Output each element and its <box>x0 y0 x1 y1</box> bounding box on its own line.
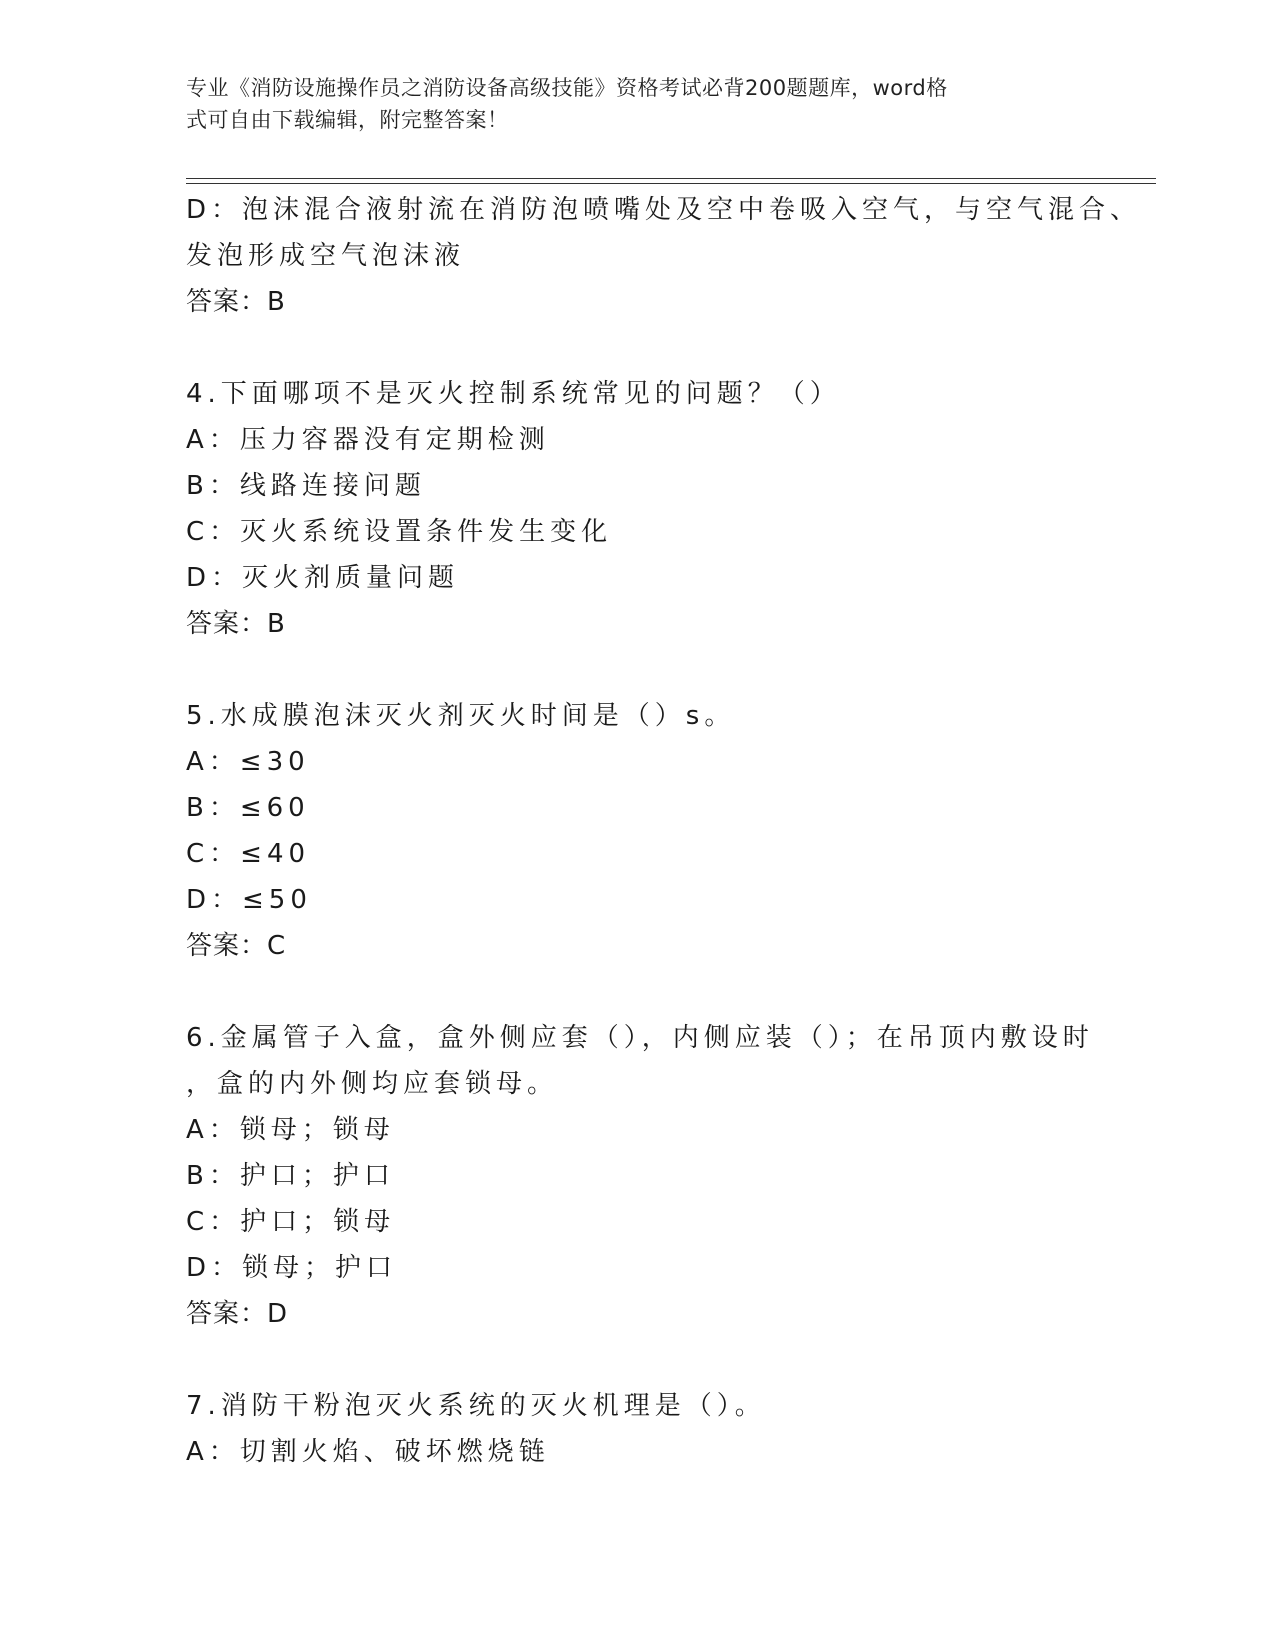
option-d: D：泡沫混合液射流在消防泡喷嘴处及空中卷吸入空气，与空气混合、 <box>186 195 1142 225</box>
option-c: C：护口；锁母 <box>186 1207 396 1237</box>
option-a: A：锁母；锁母 <box>186 1115 395 1145</box>
answer-label: 答案： <box>186 287 268 317</box>
answer-value: B <box>267 287 286 317</box>
option-b: B：线路连接问题 <box>186 471 426 501</box>
answer-value: C <box>267 931 287 961</box>
option-a: A：≤30 <box>186 747 310 777</box>
option-d-continued: 发泡形成空气泡沫液 <box>186 241 466 271</box>
option-c: C：≤40 <box>186 839 311 869</box>
question-stem-continued: ，盒的内外侧均应套锁母。 <box>186 1069 559 1099</box>
option-d: D：锁母；护口 <box>186 1253 398 1283</box>
question-stem: 4.下面哪项不是灭火控制系统常见的问题？（） <box>186 379 841 409</box>
answer-value: D <box>267 1299 289 1329</box>
option-c: C：灭火系统设置条件发生变化 <box>186 517 613 547</box>
answer-line <box>186 601 1136 647</box>
spacer <box>186 325 1136 371</box>
spacer <box>186 647 1136 693</box>
question-block-4 <box>186 371 1136 647</box>
option-d: D：灭火剂质量问题 <box>186 563 460 593</box>
spacer <box>186 969 1136 1015</box>
question-block-6 <box>186 1015 1136 1337</box>
answer-line <box>186 1291 1136 1337</box>
answer-label: 答案： <box>186 1299 268 1329</box>
answer-label: 答案： <box>186 931 268 961</box>
question-block-7 <box>186 1383 1136 1475</box>
option-b: B：护口；护口 <box>186 1161 395 1191</box>
header-line-1: 专业《消防设施操作员之消防设备高级技能》资格考试必背200题题库，word格 <box>186 76 948 100</box>
option-a: A：压力容器没有定期检测 <box>186 425 550 455</box>
question-stem: 6.金属管子入盒，盒外侧应套（），内侧应装（）；在吊顶内敷设时 <box>186 1023 1094 1053</box>
answer-line <box>186 923 1136 969</box>
answer-label: 答案： <box>186 609 268 639</box>
option-a: A：切割火焰、破坏燃烧链 <box>186 1437 550 1467</box>
answer-value: B <box>267 609 286 639</box>
option-b: B：≤60 <box>186 793 310 823</box>
question-block-5 <box>186 693 1136 969</box>
question-list <box>186 187 1142 1475</box>
option-d: D：≤50 <box>186 885 312 915</box>
spacer <box>186 1337 1136 1383</box>
header-divider-top <box>186 178 1156 179</box>
header-line-2: 式可自由下载编辑，附完整答案！ <box>186 108 509 132</box>
question-stem: 5.水成膜泡沫灭火剂灭火时间是（）s。 <box>186 701 736 731</box>
document-header <box>186 72 1086 136</box>
question-stem: 7.消防干粉泡灭火系统的灭火机理是（）。 <box>186 1391 766 1421</box>
question-block-3 <box>186 187 1142 325</box>
answer-line <box>186 279 1136 325</box>
header-divider-bottom <box>186 183 1156 184</box>
